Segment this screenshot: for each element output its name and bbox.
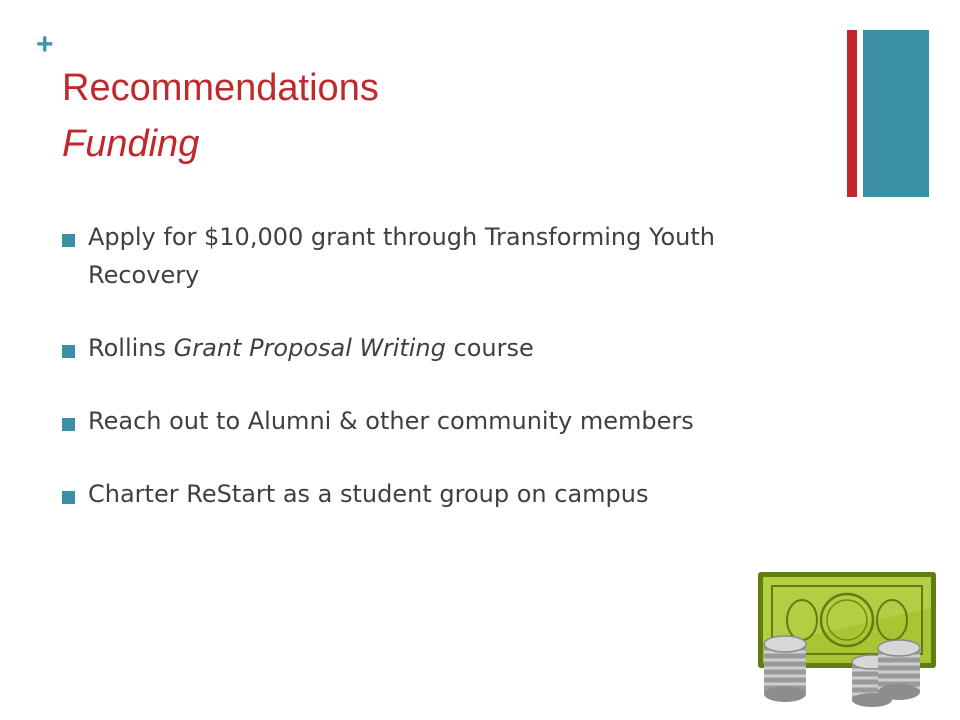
- bullet-text: Reach out to Alumni & other community members: [88, 407, 694, 435]
- bullet-text-after: course: [445, 334, 534, 362]
- bullet-item: [62, 402, 802, 440]
- bullet-item: [62, 218, 802, 294]
- bullet-marker: [62, 345, 75, 358]
- slide-title: [62, 60, 379, 172]
- bullet-item: [62, 329, 802, 367]
- coin-stack-right: [878, 640, 920, 700]
- bullet-text: Apply for $10,000 grant through Transforming Youth Recovery: [88, 223, 715, 289]
- money-icon: [752, 568, 944, 708]
- bullet-marker: [62, 234, 75, 247]
- title-text: Recommendations: [62, 67, 379, 109]
- bullet-text-emphasis: Grant Proposal Writing: [173, 334, 446, 362]
- accent-bar-red: [847, 30, 857, 197]
- plus-icon: +: [36, 28, 54, 61]
- coin-stack-left: [764, 636, 806, 702]
- bullet-text: Charter ReStart as a student group on campus: [88, 480, 649, 508]
- bullet-text-before: Rollins: [88, 334, 174, 362]
- accent-bar-teal: [863, 30, 929, 197]
- bullet-list: [62, 218, 802, 548]
- bullet-marker: [62, 491, 75, 504]
- subtitle-text: Funding: [62, 123, 200, 165]
- bullet-marker: [62, 418, 75, 431]
- bullet-item: [62, 475, 802, 513]
